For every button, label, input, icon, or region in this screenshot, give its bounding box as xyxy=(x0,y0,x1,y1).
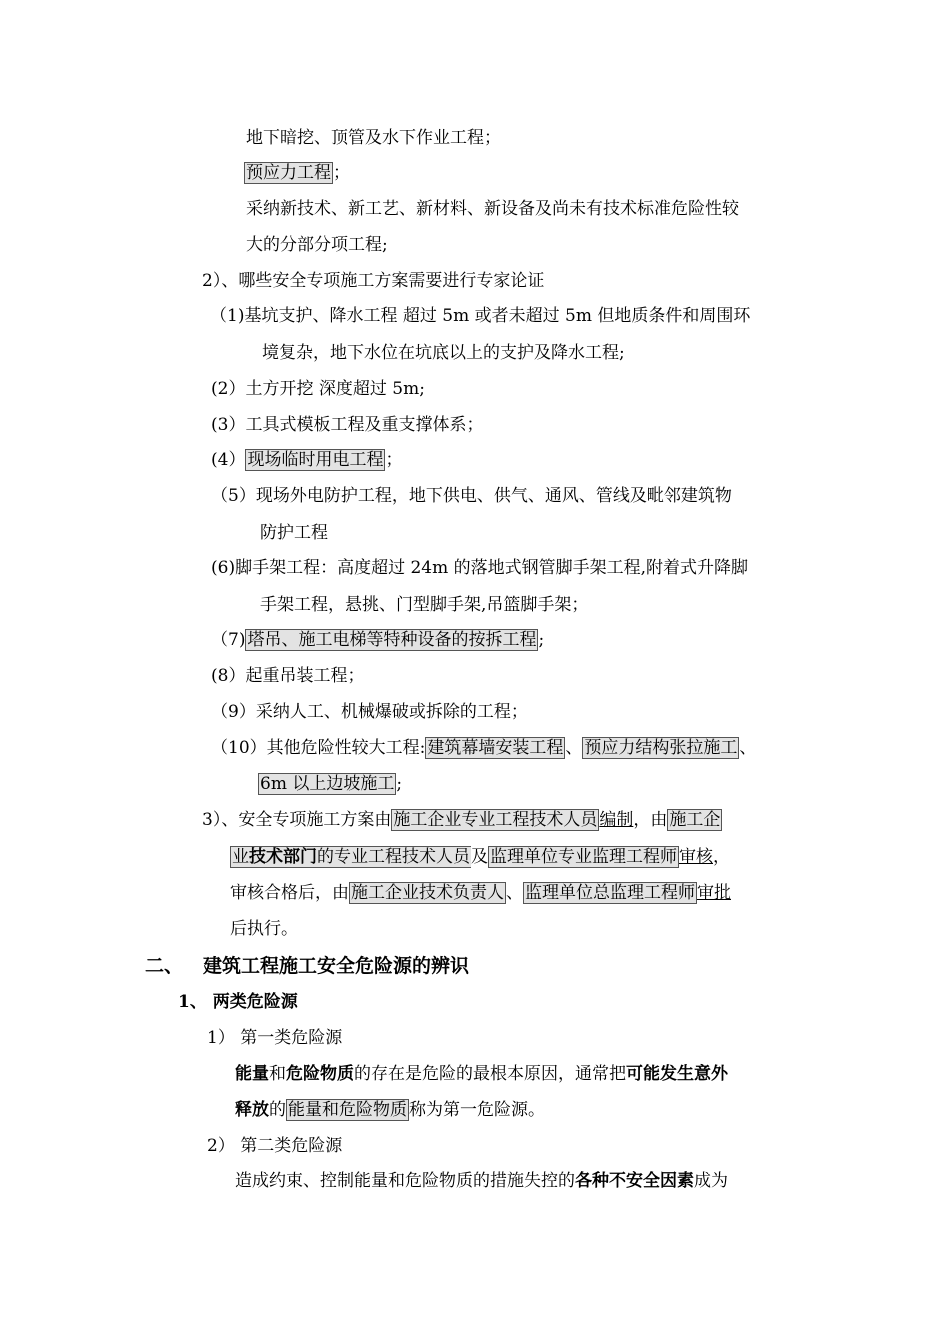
section-heading xyxy=(145,955,469,977)
bold-term: 技术部门 xyxy=(249,847,317,867)
text-line xyxy=(207,1135,342,1157)
text-line xyxy=(202,809,722,831)
text: （5）现场外电防护工程，地下供电、供气、通风、管线及毗邻建筑物 xyxy=(211,486,732,506)
text: ; xyxy=(538,630,545,650)
text-line xyxy=(230,918,298,940)
highlighted-term: 建筑幕墙安装工程 xyxy=(427,738,564,758)
text: 、 xyxy=(565,738,583,758)
text: 、 xyxy=(506,883,523,903)
text-line xyxy=(246,234,388,256)
text-line xyxy=(230,882,731,904)
text: 审核合格后，由 xyxy=(230,883,349,903)
highlighted-term: 预应力工程 xyxy=(246,163,331,183)
text: ， xyxy=(713,847,730,867)
section-number: 二、 xyxy=(145,955,184,977)
text-line xyxy=(211,737,756,759)
subsection-title: 1、 两类危险源 xyxy=(178,992,298,1012)
text-line xyxy=(246,127,501,149)
underlined-term: 审批 xyxy=(697,883,731,903)
text: 的存在是危险的最根本原因，通常把 xyxy=(354,1064,626,1084)
text: ，由 xyxy=(633,810,668,830)
highlighted-term: 监理单位总监理工程师 xyxy=(525,883,695,903)
text: 大的分部分项工程; xyxy=(246,235,388,255)
highlighted-term: 6m 以上边坡施工 xyxy=(260,774,395,794)
text-line xyxy=(211,485,732,507)
text-line xyxy=(210,305,750,327)
text: ; xyxy=(396,774,403,794)
text-line xyxy=(211,629,544,651)
highlighted-term xyxy=(230,846,471,868)
text: 地下暗挖、顶管及水下作业工程； xyxy=(246,128,501,148)
text-line xyxy=(235,1099,545,1121)
text: (4） xyxy=(211,450,246,470)
highlighted-term: 监理单位专业监理工程师 xyxy=(490,847,677,867)
text: 防护工程 xyxy=(260,523,328,543)
text: 的专业工程技术人员 xyxy=(317,847,470,867)
bold-term: 释放 xyxy=(235,1100,269,1120)
underlined-term: 审核 xyxy=(679,847,713,867)
bold-term: 危险物质 xyxy=(286,1064,354,1084)
text: (3）工具式模板工程及重支撑体系； xyxy=(211,415,484,435)
highlighted-term: 塔吊、施工电梯等特种设备的按拆工程 xyxy=(247,630,537,650)
text: 的 xyxy=(269,1100,286,1120)
text: （10）其他危险性较大工程: xyxy=(211,738,426,758)
text: （9）采纳人工、机械爆破或拆除的工程； xyxy=(211,702,528,722)
text-line xyxy=(211,557,748,579)
text: ； xyxy=(385,450,403,470)
text: 2） 第二类危险源 xyxy=(207,1136,343,1156)
text: 称为第一危险源。 xyxy=(409,1100,545,1120)
bold-term: 可能发生意外 xyxy=(626,1064,728,1084)
text: (2）土方开挖 深度超过 5m; xyxy=(211,379,425,399)
text-line xyxy=(258,773,402,795)
highlighted-term: 施工企业专业工程技术人员 xyxy=(393,810,598,830)
text-line xyxy=(211,378,425,400)
text: (8）起重吊装工程； xyxy=(211,666,365,686)
text-line xyxy=(211,414,483,436)
text: 2）、哪些安全专项施工方案需要进行专家论证 xyxy=(202,271,545,291)
text: 1） 第一类危险源 xyxy=(207,1028,343,1048)
text: （7) xyxy=(211,630,246,650)
text: (6)脚手架工程：高度超过 24m 的落地式钢管脚手架工程,附着式升降脚 xyxy=(211,558,749,578)
text: 造成约束、控制能量和危险物质的措施失控的 xyxy=(235,1171,575,1191)
highlighted-term: 能量和危险物质 xyxy=(288,1100,407,1120)
text-line xyxy=(246,198,739,220)
bold-term: 能量 xyxy=(235,1064,269,1084)
text-line xyxy=(262,342,625,364)
text-line xyxy=(260,594,588,616)
text: 成为 xyxy=(694,1171,728,1191)
text-line xyxy=(211,701,528,723)
highlighted-term: 施工企业技术负责人 xyxy=(351,883,504,903)
text: 3）、安全专项施工方案由 xyxy=(202,810,392,830)
text: 境复杂，地下水位在坑底以上的支护及降水工程; xyxy=(262,343,625,363)
text-line xyxy=(235,1170,728,1192)
text-line xyxy=(211,449,402,471)
text-line xyxy=(207,1027,342,1049)
text: 及 xyxy=(471,847,488,867)
highlighted-term: 现场临时用电工程 xyxy=(247,450,384,470)
highlighted-term: 施工企 xyxy=(669,810,721,830)
text-line xyxy=(244,162,350,184)
text: ； xyxy=(333,163,350,183)
text: 、 xyxy=(739,738,757,758)
text-line xyxy=(202,270,544,292)
text-line xyxy=(235,1063,728,1085)
text: （1)基坑支护、降水工程 超过 5m 或者未超过 5m 但地质条件和周围环 xyxy=(210,306,751,326)
section-title: 建筑工程施工安全危险源的辨识 xyxy=(203,955,470,977)
subsection-heading xyxy=(178,991,298,1013)
text-line xyxy=(230,846,730,868)
text: 后执行。 xyxy=(230,919,298,939)
text: 和 xyxy=(269,1064,286,1084)
text: 手架工程，悬挑、门型脚手架,吊篮脚手架； xyxy=(260,595,589,615)
underlined-term: 编制 xyxy=(599,810,634,830)
text: 业 xyxy=(232,847,249,867)
bold-term: 各种不安全因素 xyxy=(575,1171,694,1191)
text-line xyxy=(211,665,364,687)
text-line xyxy=(260,522,328,544)
text: 采纳新技术、新工艺、新材料、新设备及尚未有技术标准危险性较 xyxy=(246,199,739,219)
highlighted-term: 预应力结构张拉施工 xyxy=(584,738,738,758)
